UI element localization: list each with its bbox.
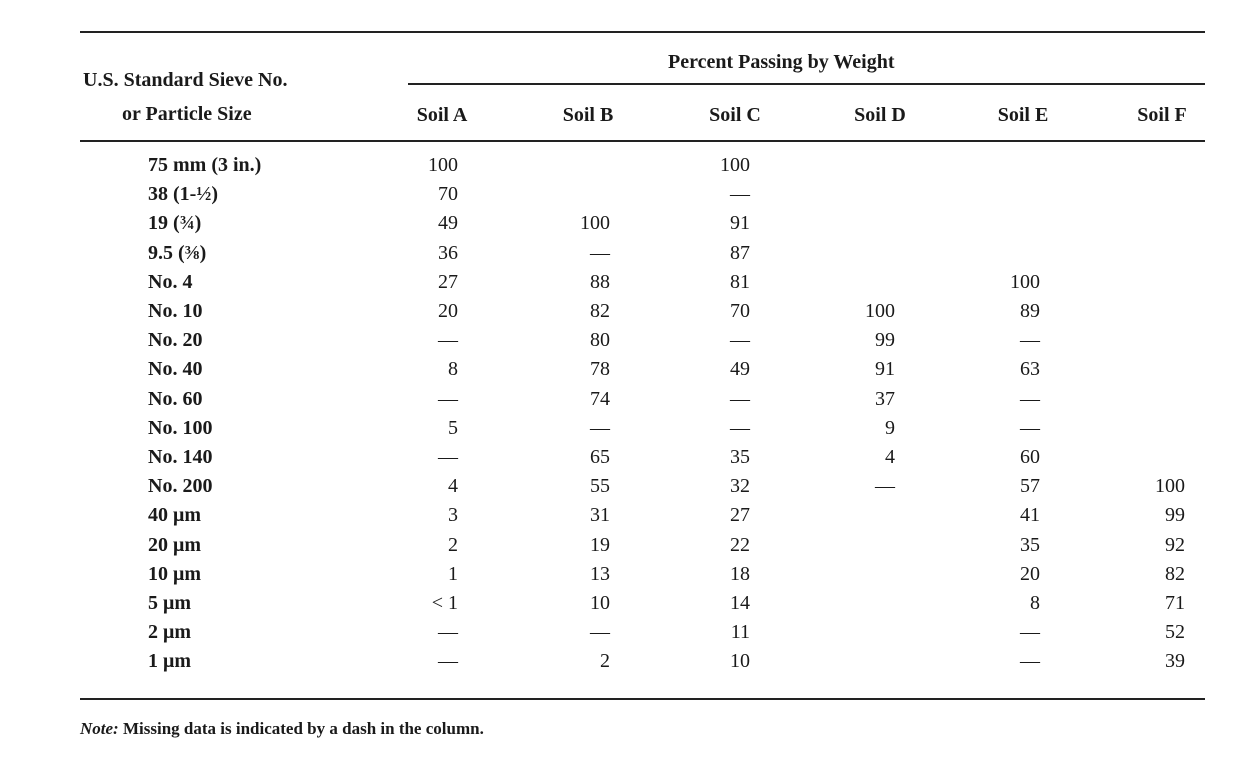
percent-cell: — <box>1020 329 1040 352</box>
sieve-size: 5 μm <box>148 592 191 614</box>
percent-cell: — <box>438 387 458 410</box>
percent-cell: 27 <box>730 504 750 527</box>
sieve-size: 40 μm <box>148 504 201 527</box>
percent-cell: 36 <box>438 241 458 264</box>
percent-cell: 63 <box>1020 358 1040 381</box>
percent-cell: 20 <box>1020 562 1040 585</box>
percent-cell: 57 <box>1020 475 1040 498</box>
percent-cell: — <box>438 650 458 673</box>
group-header-rule <box>408 83 1205 85</box>
percent-cell: 1 <box>448 562 458 585</box>
percent-cell: 27 <box>438 270 458 293</box>
percent-cell: 35 <box>1020 533 1040 556</box>
percent-cell: — <box>438 329 458 352</box>
percent-cell: — <box>875 475 895 498</box>
sieve-size: 10 μm <box>148 562 201 585</box>
percent-cell: 19 <box>590 533 610 556</box>
sieve-size: No. 20 <box>148 329 203 352</box>
percent-cell: 89 <box>1020 300 1040 322</box>
percent-cell: — <box>730 387 750 410</box>
percent-cell: 80 <box>590 329 610 352</box>
column-header-4: Soil D <box>854 104 906 126</box>
percent-cell: 39 <box>1165 650 1185 673</box>
sieve-size: 9.5 (⅜) <box>148 241 207 264</box>
percent-cell: 4 <box>885 446 895 468</box>
percent-cell: 70 <box>438 183 458 206</box>
percent-cell: — <box>730 416 750 439</box>
percent-cell: — <box>1020 650 1040 673</box>
percent-cell: 91 <box>730 212 750 235</box>
percent-cell: 20 <box>438 300 458 322</box>
percent-cell: 82 <box>1165 562 1185 585</box>
percent-cell: — <box>730 183 750 206</box>
column-header-3: Soil C <box>709 104 761 126</box>
percent-cell: 49 <box>730 358 750 381</box>
percent-cell: — <box>1020 416 1040 439</box>
percent-cell: 60 <box>1020 446 1040 468</box>
column-header-1: Soil A <box>416 104 468 126</box>
percent-cell: 13 <box>590 562 610 585</box>
percent-cell: 82 <box>590 300 610 322</box>
percent-cell: 3 <box>448 504 458 527</box>
percent-cell: 99 <box>1165 504 1185 527</box>
sieve-size: 1 μm <box>148 650 191 673</box>
percent-cell: 91 <box>875 358 895 381</box>
percent-cell: 10 <box>730 650 750 673</box>
percent-cell: 87 <box>730 241 750 264</box>
percent-cell: 100 <box>1155 475 1185 498</box>
sieve-size: No. 140 <box>148 446 213 468</box>
percent-cell: — <box>438 446 458 468</box>
percent-cell: — <box>1020 387 1040 410</box>
table-bottom-rule <box>80 698 1205 700</box>
percent-cell: 2 <box>448 533 458 556</box>
sieve-size: No. 100 <box>148 416 213 439</box>
sieve-size: No. 4 <box>148 270 193 293</box>
percent-cell: 88 <box>590 270 610 293</box>
percent-cell: 70 <box>730 300 750 322</box>
table-top-rule <box>80 31 1205 33</box>
stub-header-line1: U.S. Standard Sieve No. <box>83 69 288 91</box>
percent-cell: 4 <box>448 475 458 498</box>
percent-cell: 32 <box>730 475 750 498</box>
percent-cell: 10 <box>590 592 610 614</box>
percent-cell: 100 <box>580 212 610 235</box>
percent-cell: 35 <box>730 446 750 468</box>
percent-cell: 2 <box>600 650 610 673</box>
percent-cell: 8 <box>1030 592 1040 614</box>
percent-cell: 9 <box>885 416 895 439</box>
percent-cell: — <box>590 621 610 644</box>
percent-cell: 8 <box>448 358 458 381</box>
sieve-size: 38 (1-½) <box>148 183 218 206</box>
sieve-size: 19 (¾) <box>148 212 202 235</box>
percent-cell: 18 <box>730 562 750 585</box>
percent-cell: — <box>590 241 610 264</box>
percent-cell: 31 <box>590 504 610 527</box>
header-bottom-rule <box>80 140 1205 142</box>
sieve-size: No. 10 <box>148 300 203 322</box>
percent-cell: 52 <box>1165 621 1185 644</box>
sieve-size: No. 200 <box>148 475 213 498</box>
stub-header-line2: or Particle Size <box>122 103 252 125</box>
sieve-size: 75 mm (3 in.) <box>148 154 262 176</box>
percent-cell: 100 <box>720 154 750 176</box>
percent-cell: 71 <box>1165 592 1185 614</box>
sieve-size: 20 μm <box>148 533 201 556</box>
percent-cell: 78 <box>590 358 610 381</box>
percent-cell: 65 <box>590 446 610 468</box>
note-label: Note: <box>80 719 119 738</box>
percent-cell: 11 <box>730 621 750 644</box>
percent-cell: 55 <box>590 475 610 498</box>
percent-cell: 37 <box>875 387 895 410</box>
column-header-6: Soil F <box>1137 104 1187 126</box>
percent-cell: 100 <box>428 154 458 176</box>
column-header-5: Soil E <box>997 104 1049 126</box>
percent-cell: — <box>590 416 610 439</box>
percent-cell: 22 <box>730 533 750 556</box>
table-note <box>80 719 484 739</box>
sieve-size: 2 μm <box>148 621 191 644</box>
percent-cell: 5 <box>448 416 458 439</box>
percent-cell: 74 <box>590 387 610 410</box>
percent-cell: 100 <box>865 300 895 322</box>
percent-cell: < 1 <box>431 592 458 614</box>
percent-cell: — <box>438 621 458 644</box>
percent-cell: 41 <box>1020 504 1040 527</box>
percent-cell: — <box>730 329 750 352</box>
percent-cell: 99 <box>875 329 895 352</box>
percent-cell: — <box>1020 621 1040 644</box>
group-header: Percent Passing by Weight <box>668 51 895 73</box>
percent-cell: 81 <box>730 270 750 293</box>
percent-cell: 92 <box>1165 533 1185 556</box>
percent-cell: 14 <box>730 592 750 614</box>
percent-cell: 49 <box>438 212 458 235</box>
sieve-size: No. 60 <box>148 387 203 410</box>
percent-cell: 100 <box>1010 270 1040 293</box>
column-header-2: Soil B <box>562 104 614 126</box>
note-text: Missing data is indicated by a dash in the column. <box>118 719 484 738</box>
sieve-size: No. 40 <box>148 358 203 381</box>
